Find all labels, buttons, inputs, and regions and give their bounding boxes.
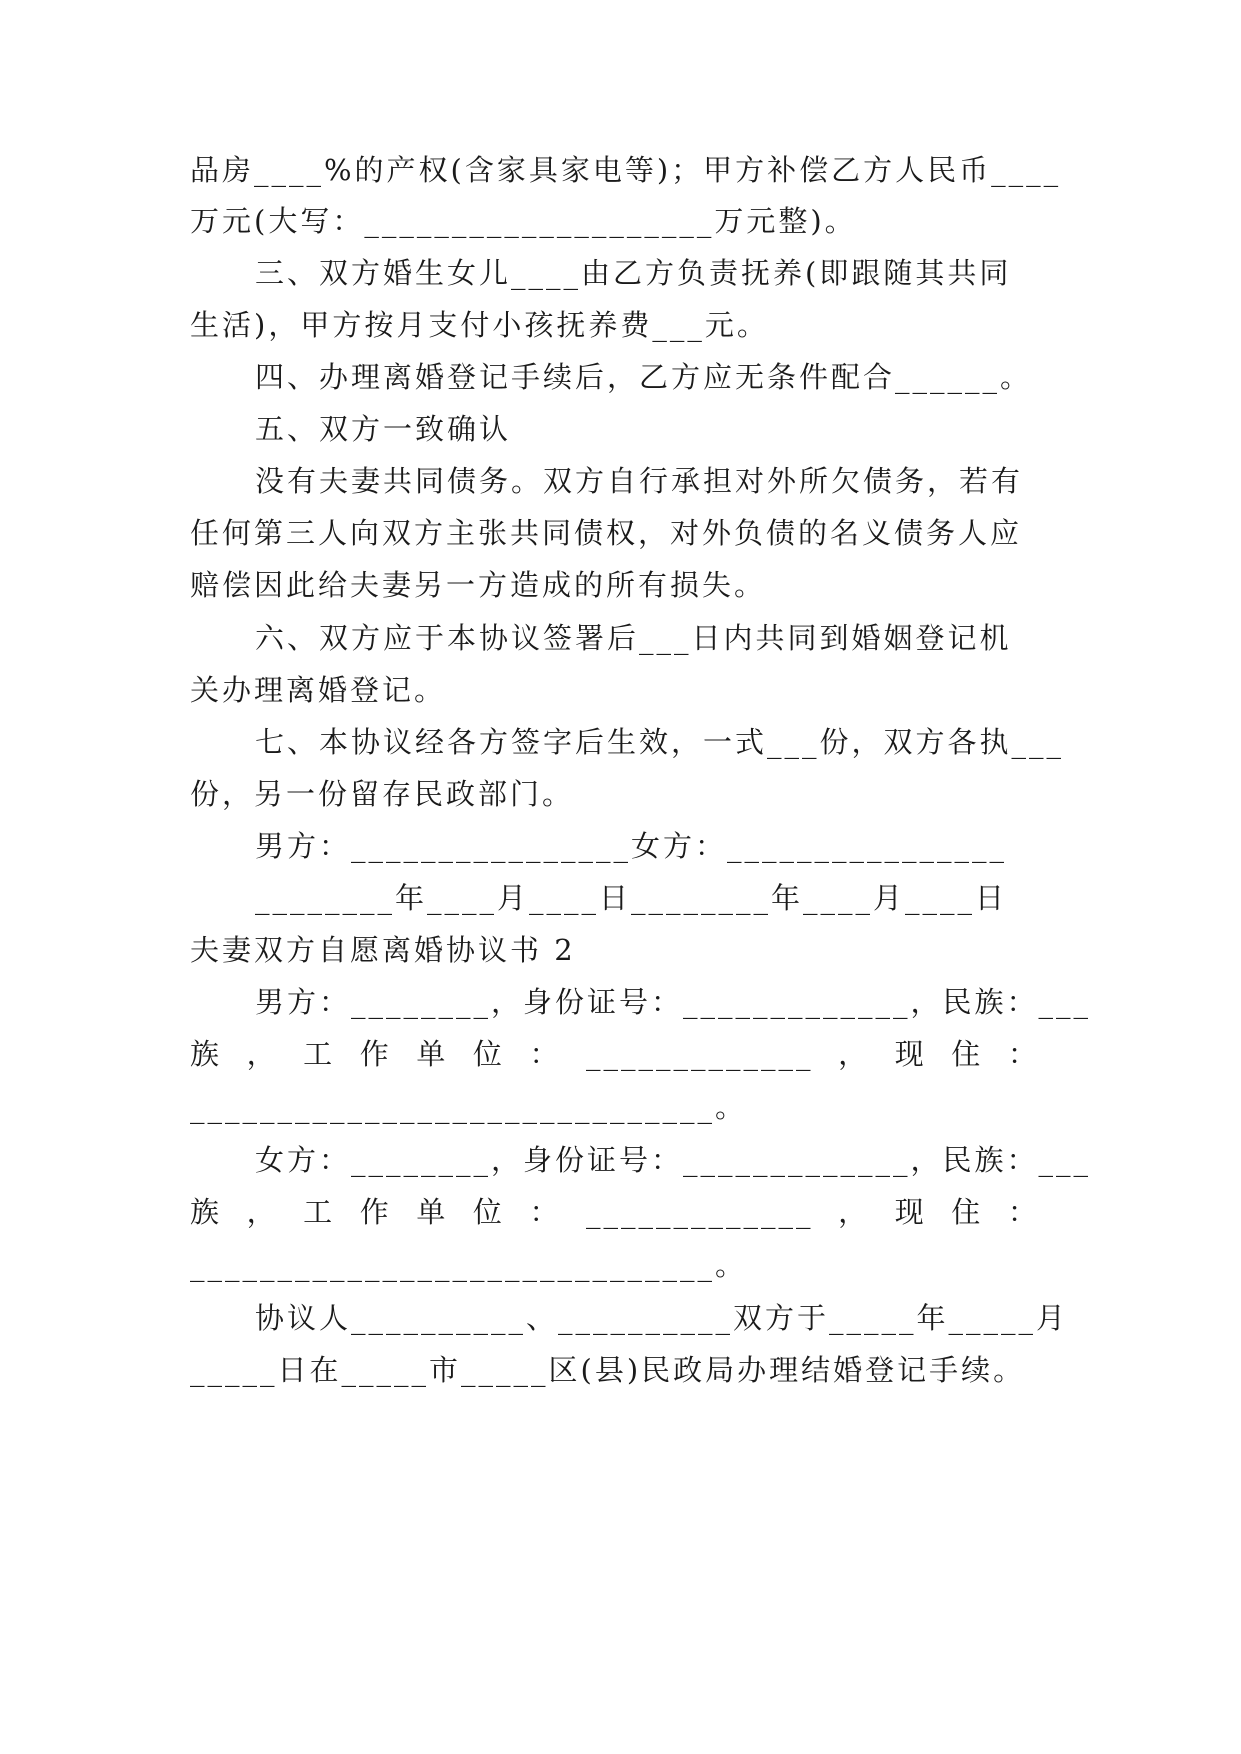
spread-part: 作 — [359, 1195, 392, 1229]
spread-part: 住 — [951, 1037, 984, 1071]
spread-part: 位 — [472, 1195, 505, 1229]
text-line: 四、办理离婚登记手续后，乙方应无条件配合______。 — [255, 360, 1033, 394]
address-line: ______________________________。 — [190, 1248, 748, 1282]
text-line: _____日在_____市_____区(县)民政局办理结婚登记手续。 — [190, 1353, 1026, 1387]
spread-part: ， — [838, 1037, 871, 1071]
spread-part: ： — [529, 1037, 562, 1071]
section-heading: 五、双方一致确认 — [255, 412, 512, 446]
spread-part: ： — [1007, 1037, 1040, 1071]
spread-part: 现 — [894, 1037, 927, 1071]
spread-part: ： — [1007, 1195, 1040, 1229]
spread-part: _____________ — [586, 1037, 814, 1071]
spread-part: ： — [529, 1195, 562, 1229]
address-line: ______________________________。 — [190, 1090, 748, 1124]
text-line: 品房____%的产权(含家具家电等)；甲方补偿乙方人民币____ — [190, 153, 1062, 187]
spread-part: 住 — [951, 1195, 984, 1229]
spread-line — [190, 1192, 1040, 1232]
document-title: 夫妻双方自愿离婚协议书 2 — [190, 933, 576, 967]
male-party-line: 男方：________，身份证号：_____________，民族：___ — [255, 985, 1092, 1019]
spread-part: 单 — [416, 1037, 449, 1071]
text-line: 份，另一份留存民政部门。 — [190, 777, 575, 811]
spread-part: 现 — [894, 1195, 927, 1229]
spread-part: ， — [246, 1195, 279, 1229]
spread-part: _____________ — [586, 1195, 814, 1229]
spread-part: 工 — [303, 1037, 336, 1071]
spread-part: ， — [838, 1195, 871, 1229]
spread-part: ， — [246, 1037, 279, 1071]
spread-part: 单 — [416, 1195, 449, 1229]
spread-part: 作 — [359, 1037, 392, 1071]
text-line: 协议人__________、__________双方于_____年_____月 — [255, 1301, 1069, 1335]
spread-part: 工 — [303, 1195, 336, 1229]
date-line: ________年____月____日________年____月____日 — [255, 881, 1008, 915]
spread-part: 族 — [190, 1037, 223, 1071]
text-line: 生活)，甲方按月支付小孩抚养费___元。 — [190, 308, 769, 342]
spread-part: 族 — [190, 1195, 223, 1229]
text-line: 赔偿因此给夫妻另一方造成的所有损失。 — [190, 568, 767, 602]
spread-part: 位 — [472, 1037, 505, 1071]
text-line: 没有夫妻共同债务。双方自行承担对外所欠债务，若有 — [255, 464, 1024, 498]
text-line: 关办理离婚登记。 — [190, 673, 447, 707]
spread-line — [190, 1034, 1040, 1074]
text-line: 三、双方婚生女儿____由乙方负责抚养(即跟随其共同 — [255, 256, 1012, 290]
text-line: 任何第三人向双方主张共同债权，对外负债的名义债务人应 — [190, 516, 1023, 550]
female-party-line: 女方：________，身份证号：_____________，民族：___ — [255, 1143, 1092, 1177]
signature-line: 男方：________________女方：________________ — [255, 829, 1008, 863]
text-line: 七、本协议经各方签字后生效，一式___份，双方各执___ — [255, 725, 1065, 759]
text-line: 万元(大写：____________________万元整)。 — [190, 204, 857, 238]
text-line: 六、双方应于本协议签署后___日内共同到婚姻登记机 — [255, 621, 1012, 655]
